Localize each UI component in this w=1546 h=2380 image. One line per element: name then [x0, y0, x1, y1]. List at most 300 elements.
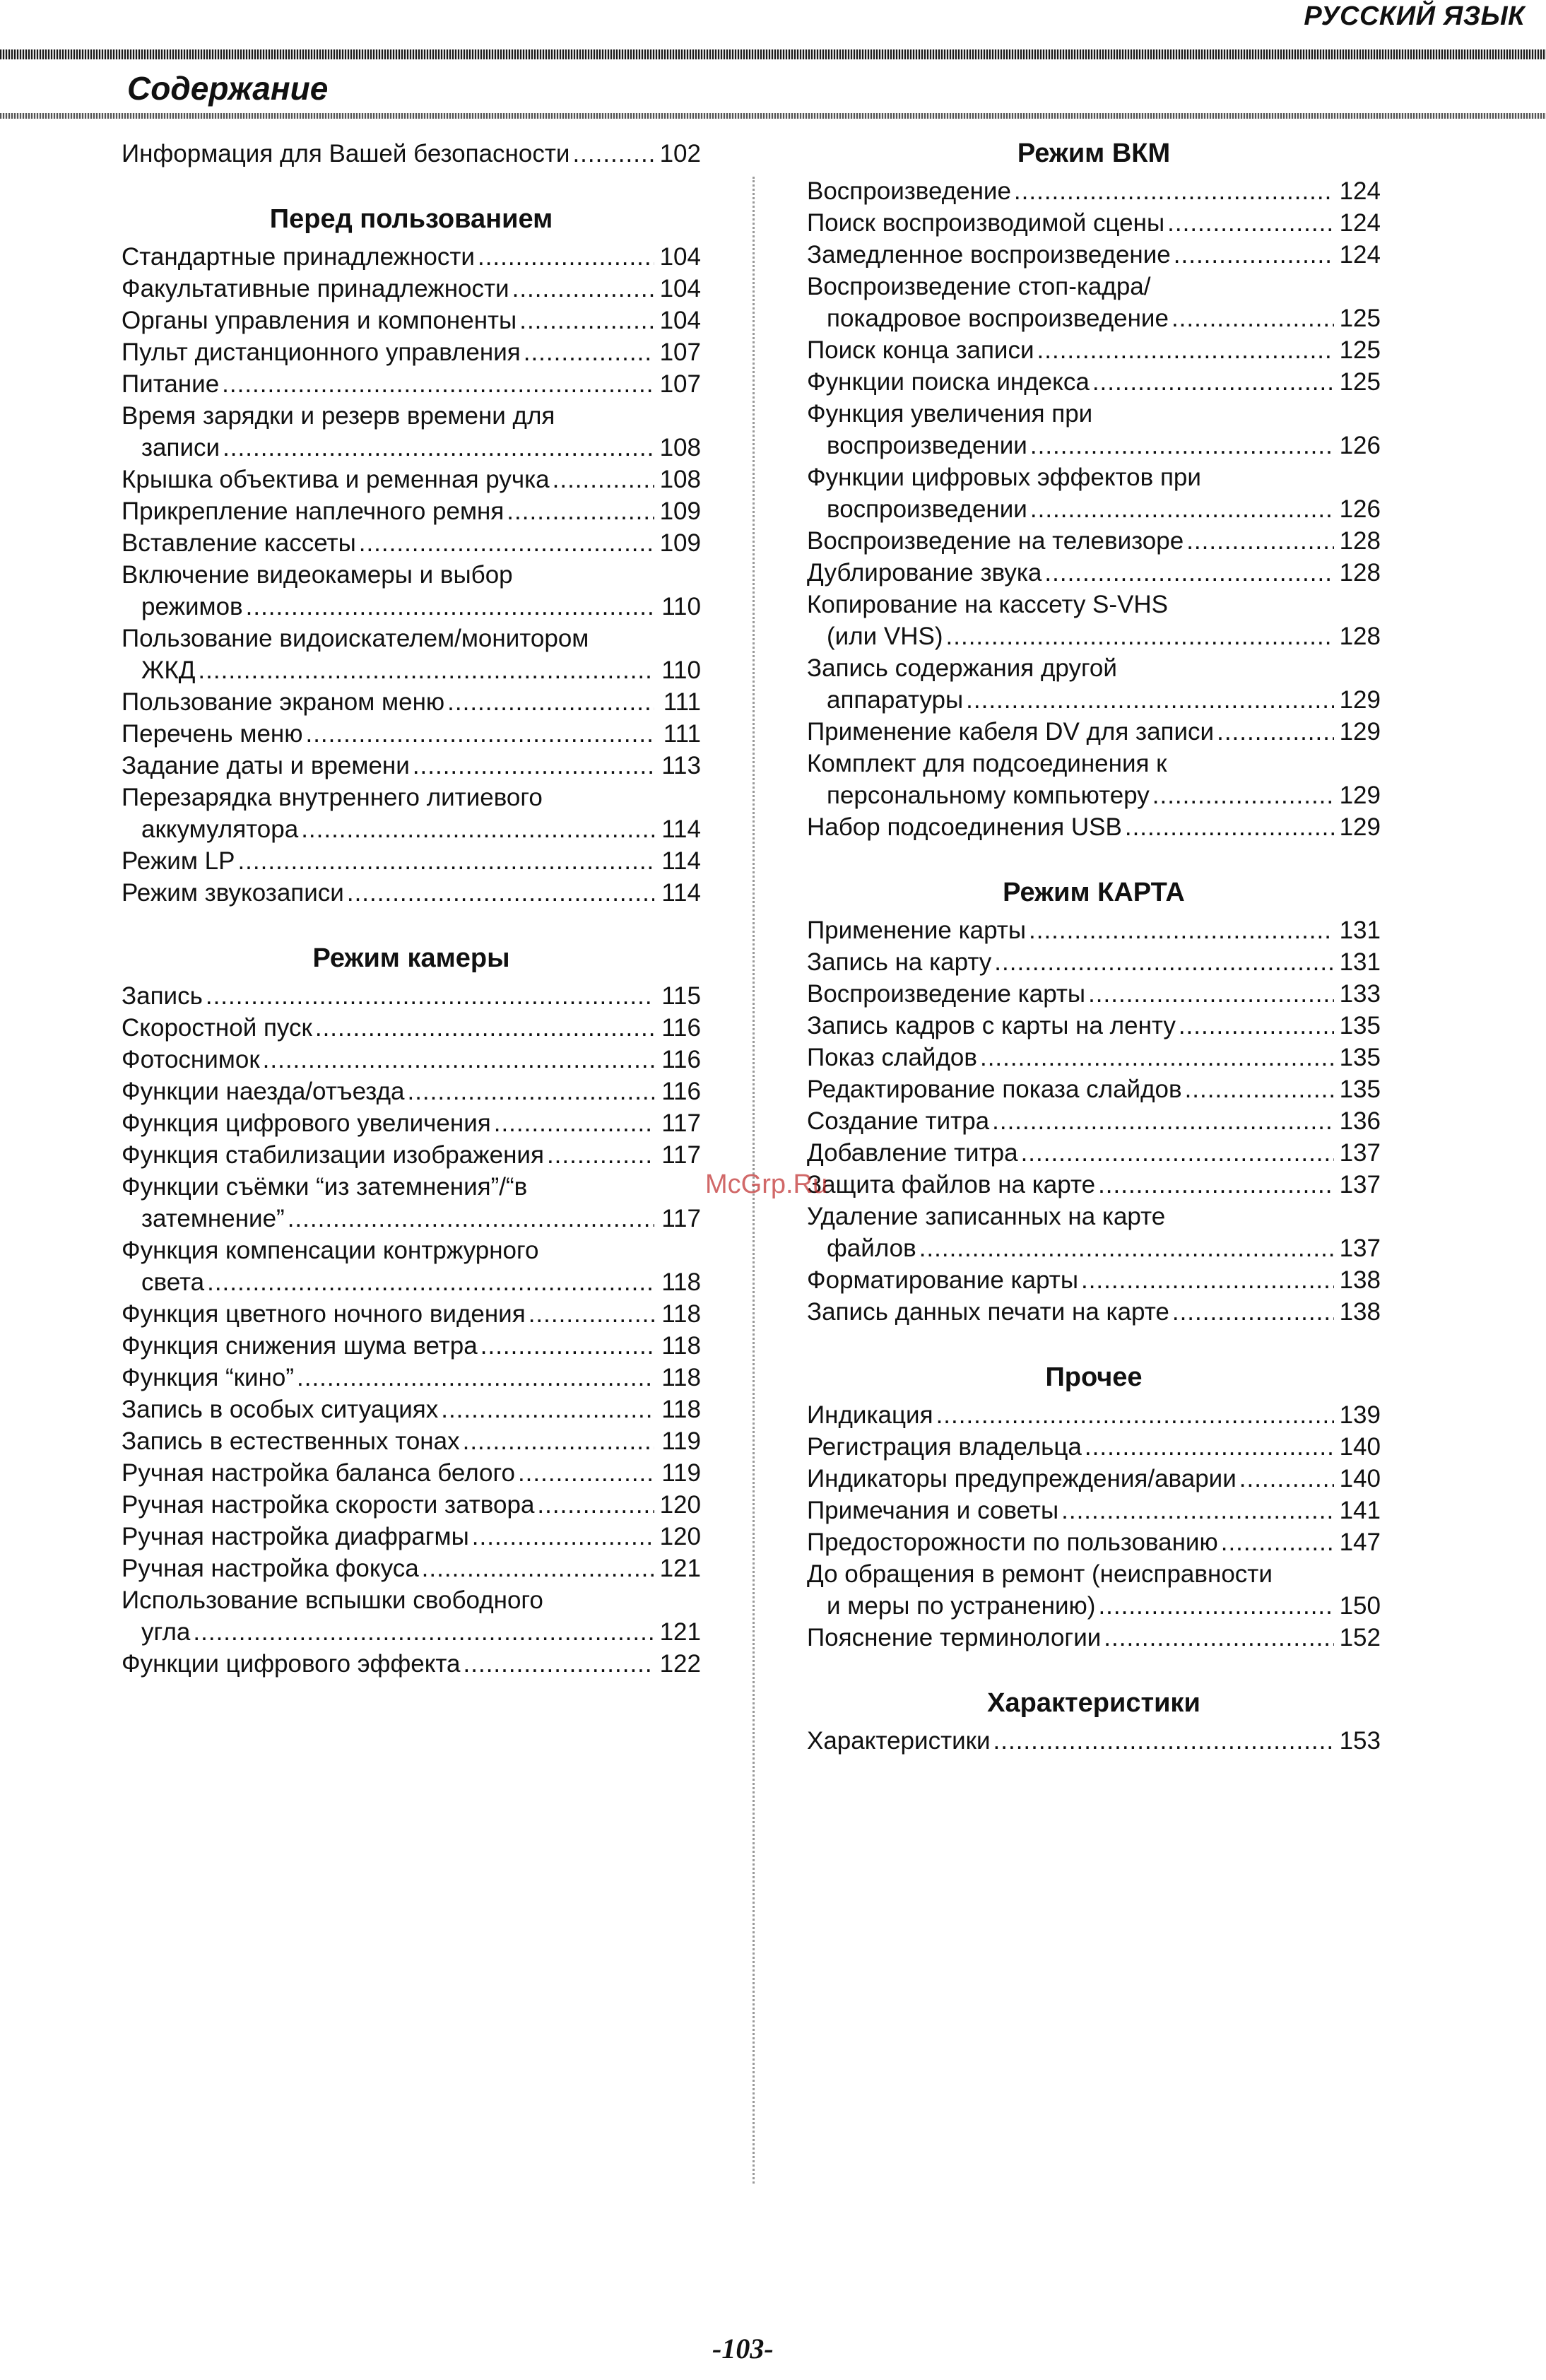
leader-dots: [1098, 1590, 1334, 1622]
toc-entry-line: [807, 1042, 1381, 1073]
toc-entry-title: Крышка объектива и ременная ручка: [122, 466, 550, 493]
toc-entry[interactable]: [122, 495, 701, 527]
toc-page-number: 126: [1339, 432, 1381, 459]
toc-page-number: 108: [659, 434, 701, 461]
toc-entry[interactable]: [122, 559, 701, 623]
leader-dots: [1081, 1264, 1334, 1296]
toc-page-number: 139: [1339, 1401, 1381, 1429]
toc-entry[interactable]: [807, 716, 1381, 748]
toc-entry-line: [807, 1431, 1381, 1463]
toc-page-number: 137: [1339, 1139, 1381, 1167]
toc-page-number: 114: [661, 815, 701, 843]
toc-entry[interactable]: [807, 1137, 1381, 1169]
toc-entry[interactable]: [122, 1394, 701, 1425]
toc-entry-line: [122, 432, 701, 464]
toc-page-number: 138: [1339, 1266, 1381, 1294]
toc-entry-line: [807, 239, 1381, 271]
toc-entry-line: [122, 1266, 701, 1298]
toc-entry-line: [807, 175, 1381, 207]
toc-entry-title: Запись: [122, 982, 203, 1010]
toc-entry[interactable]: [122, 623, 701, 686]
page-title: Содержание: [127, 70, 329, 107]
toc-entry-title: Вставление кассеты: [122, 529, 356, 557]
toc-entry-title: Запись в естественных тонах: [122, 1427, 460, 1455]
leader-dots: [407, 1076, 654, 1107]
leader-dots: [1044, 557, 1334, 589]
toc-entry[interactable]: [122, 1648, 701, 1680]
leader-dots: [347, 877, 654, 909]
toc-entry[interactable]: [122, 138, 701, 170]
toc-entry-title: Примечания и советы: [807, 1497, 1059, 1524]
toc-entry-title: Функции съёмки “из затемнения”/“в: [122, 1173, 528, 1201]
toc-entry-title: Показ слайдов: [807, 1044, 977, 1071]
toc-entry-title: воспроизведении: [827, 495, 1027, 523]
leader-dots: [518, 1457, 654, 1489]
toc-entry-line: [122, 1171, 701, 1203]
toc-page-number: 111: [663, 720, 701, 748]
leader-dots: [1092, 366, 1334, 398]
toc-entry[interactable]: [122, 1044, 701, 1076]
toc-entry[interactable]: [122, 980, 701, 1012]
toc-page-number: 140: [1339, 1433, 1381, 1461]
toc-page-number: 137: [1339, 1171, 1381, 1198]
leader-dots: [572, 138, 654, 170]
toc-entry[interactable]: [122, 1330, 701, 1362]
toc-page-number: 128: [1339, 527, 1381, 555]
toc-entry-line: [807, 1010, 1381, 1042]
leader-dots: [980, 1042, 1334, 1073]
leader-dots: [447, 686, 654, 718]
toc-page-number: 107: [659, 338, 701, 366]
toc-entry-title: режимов: [141, 593, 243, 620]
leader-dots: [992, 1105, 1334, 1137]
toc-page-number: 128: [1339, 623, 1381, 650]
toc-entry-title: записи: [141, 434, 220, 461]
toc-entry-title: Использование вспышки свободного: [122, 1586, 543, 1614]
toc-entry-title: Питание: [122, 370, 220, 398]
toc-entry[interactable]: [807, 1073, 1381, 1105]
toc-entry-line: [122, 464, 701, 495]
toc-entry-title: Добавление титра: [807, 1139, 1018, 1167]
toc-entry[interactable]: [807, 366, 1381, 398]
leader-dots: [305, 718, 654, 750]
toc-entry-title: Ручная настройка баланса белого: [122, 1459, 515, 1487]
toc-entry-title: До обращения в ремонт (неисправности: [807, 1560, 1273, 1588]
toc-entry[interactable]: [807, 1201, 1381, 1264]
toc-entry-title: файлов: [827, 1235, 916, 1262]
toc-entry-line: [807, 1105, 1381, 1137]
toc-entry-title: Функция увеличения при: [807, 400, 1093, 428]
toc-entry[interactable]: [807, 1105, 1381, 1137]
leader-dots: [1021, 1137, 1334, 1169]
toc-entry[interactable]: [807, 239, 1381, 271]
toc-entry[interactable]: [122, 845, 701, 877]
toc-entry-title: Запись содержания другой: [807, 654, 1117, 682]
toc-entry[interactable]: [122, 1553, 701, 1584]
toc-entry[interactable]: [807, 461, 1381, 525]
toc-entry-title: Режим звукозаписи: [122, 879, 344, 907]
toc-entry-line: [122, 1235, 701, 1266]
toc-page-number: 119: [661, 1459, 701, 1487]
toc-entry-line: [122, 241, 701, 273]
toc-entry[interactable]: [122, 1235, 701, 1298]
toc-page-number: 124: [1339, 241, 1381, 269]
toc-entry-title: Функция стабилизации изображения: [122, 1141, 544, 1169]
toc-page-number: 119: [661, 1427, 701, 1455]
toc-entry[interactable]: [807, 811, 1381, 843]
toc-entry[interactable]: [122, 400, 701, 464]
toc-entry-line: [122, 1107, 701, 1139]
toc-entry-line: [122, 368, 701, 400]
toc-entry[interactable]: [122, 1521, 701, 1553]
toc-entry[interactable]: [807, 1526, 1381, 1558]
toc-entry[interactable]: [807, 589, 1381, 652]
toc-entry[interactable]: [122, 782, 701, 845]
toc-entry[interactable]: [807, 271, 1381, 334]
toc-entry-title: Ручная настройка фокуса: [122, 1555, 419, 1582]
leader-dots: [1030, 430, 1334, 461]
toc-entry-title: Набор подсоединения USB: [807, 813, 1122, 841]
toc-page-number: 114: [661, 879, 701, 907]
leader-dots: [1167, 207, 1334, 239]
toc-entry-line: [807, 302, 1381, 334]
toc-entry[interactable]: [122, 336, 701, 368]
toc-entry-line: [807, 1558, 1381, 1590]
toc-entry-title: угла: [141, 1618, 191, 1646]
toc-entry[interactable]: [122, 686, 701, 718]
toc-page-number: 110: [661, 593, 701, 620]
title-underline-band: [0, 113, 1546, 119]
toc-entry-title: Регистрация владельца: [807, 1433, 1082, 1461]
leader-dots: [553, 464, 654, 495]
toc-entry[interactable]: [122, 718, 701, 750]
toc-entry-title: Функция компенсации контржурного: [122, 1237, 539, 1264]
toc-entry-line: [807, 461, 1381, 493]
section-heading: Прочее: [1045, 1362, 1143, 1392]
toc-page-number: 109: [659, 497, 701, 525]
toc-page-number: 153: [1339, 1727, 1381, 1755]
watermark: McGrp.Ru: [705, 1170, 828, 1199]
toc-page-number: 113: [661, 752, 701, 779]
toc-entry[interactable]: [807, 525, 1381, 557]
toc-entry[interactable]: [807, 334, 1381, 366]
leader-dots: [223, 432, 654, 464]
toc-entry-title: Индикаторы предупреждения/аварии: [807, 1465, 1237, 1492]
toc-entry-line: [122, 1298, 701, 1330]
toc-entry[interactable]: [122, 1107, 701, 1139]
toc-entry[interactable]: [122, 877, 701, 909]
leader-dots: [464, 1648, 654, 1680]
toc-entry-line: [122, 138, 701, 170]
toc-page-number: 118: [661, 1396, 701, 1423]
toc-entry[interactable]: [122, 1076, 701, 1107]
toc-entry-title: Ручная настройка диафрагмы: [122, 1523, 469, 1550]
toc-entry[interactable]: [122, 527, 701, 559]
leader-dots: [1174, 239, 1334, 271]
leader-dots: [1152, 779, 1334, 811]
toc-entry-line: [807, 366, 1381, 398]
toc-entry[interactable]: [807, 1463, 1381, 1495]
leader-dots: [1030, 493, 1334, 525]
toc-entry[interactable]: [807, 652, 1381, 716]
leader-dots: [1014, 175, 1334, 207]
toc-entry[interactable]: [807, 1042, 1381, 1073]
toc-entry-title: Функция “кино”: [122, 1364, 294, 1391]
toc-page-number: 104: [659, 275, 701, 302]
toc-entry-title: ЖКД: [141, 656, 196, 684]
toc-entry-line: [122, 1012, 701, 1044]
toc-entry-line: [807, 1169, 1381, 1201]
toc-left-column: [122, 138, 701, 1680]
toc-entry-title: Пульт дистанционного управления: [122, 338, 521, 366]
toc-page-number: 147: [1339, 1528, 1381, 1556]
toc-entry-title: Режим LP: [122, 847, 235, 875]
toc-entry-line: [122, 1362, 701, 1394]
section-heading: Режим КАРТА: [1003, 878, 1185, 907]
leader-dots: [478, 241, 654, 273]
toc-entry-line: [807, 334, 1381, 366]
leader-dots: [413, 750, 654, 782]
toc-entry[interactable]: [122, 1489, 701, 1521]
toc-page-number: 138: [1339, 1298, 1381, 1326]
toc-page-number: 125: [1339, 305, 1381, 332]
leader-dots: [422, 1553, 654, 1584]
toc-page-number: 111: [663, 688, 701, 716]
toc-entry-line: [122, 591, 701, 623]
toc-entry-title: Включение видеокамеры и выбор: [122, 561, 513, 589]
toc-entry-title: Ручная настройка скорости затвора: [122, 1491, 535, 1519]
toc-page-number: 137: [1339, 1235, 1381, 1262]
toc-entry-line: [807, 430, 1381, 461]
toc-entry[interactable]: [122, 241, 701, 273]
toc-entry[interactable]: [122, 1584, 701, 1648]
toc-page-number: 133: [1339, 980, 1381, 1008]
toc-entry-title: Воспроизведение: [807, 177, 1011, 205]
leader-dots: [301, 813, 654, 845]
toc-entry-line: [122, 750, 701, 782]
leader-dots: [1185, 1073, 1334, 1105]
toc-page-number: 141: [1339, 1497, 1381, 1524]
toc-entry-line: [122, 400, 701, 432]
toc-entry-title: Функция цветного ночного видения: [122, 1300, 526, 1328]
toc-entry-line: [807, 811, 1381, 843]
toc-page-number: 124: [1339, 177, 1381, 205]
toc-page-number: 120: [659, 1523, 701, 1550]
leader-dots: [993, 1725, 1334, 1757]
leader-dots: [547, 1139, 654, 1171]
toc-entry[interactable]: [807, 175, 1381, 207]
toc-page-number: 104: [659, 307, 701, 334]
toc-entry-line: [807, 1264, 1381, 1296]
toc-page-number: 118: [661, 1364, 701, 1391]
toc-entry-title: воспроизведении: [827, 432, 1027, 459]
toc-entry[interactable]: [807, 978, 1381, 1010]
toc-entry-title: Функции наезда/отъезда: [122, 1078, 405, 1105]
toc-page-number: 136: [1339, 1107, 1381, 1135]
toc-entry[interactable]: [122, 750, 701, 782]
leader-dots: [480, 1330, 654, 1362]
leader-dots: [519, 305, 654, 336]
toc-entry-title: Редактирование показа слайдов: [807, 1076, 1182, 1103]
leader-dots: [936, 1399, 1334, 1431]
toc-entry-title: Функция цифрового увеличения: [122, 1109, 491, 1137]
toc-entry-line: [807, 1463, 1381, 1495]
toc-entry-line: [122, 527, 701, 559]
toc-entry-title: Органы управления и компоненты: [122, 307, 517, 334]
leader-dots: [198, 654, 654, 686]
leader-dots: [206, 980, 654, 1012]
section-heading: Режим ВКМ: [1017, 139, 1171, 168]
toc-entry-line: [122, 305, 701, 336]
toc-entry[interactable]: [807, 1399, 1381, 1431]
leader-dots: [994, 946, 1334, 978]
toc-entry-line: [807, 271, 1381, 302]
toc-entry[interactable]: [807, 207, 1381, 239]
toc-entry[interactable]: [807, 1725, 1381, 1757]
toc-entry[interactable]: [807, 1169, 1381, 1201]
toc-entry-title: Функции цифровых эффектов при: [807, 464, 1201, 491]
toc-entry[interactable]: [122, 1171, 701, 1235]
toc-entry-line: [807, 525, 1381, 557]
toc-entry[interactable]: [807, 1495, 1381, 1526]
toc-page-number: 116: [661, 1046, 701, 1073]
toc-entry-title: Применение карты: [807, 917, 1026, 944]
leader-dots: [1098, 1169, 1334, 1201]
toc-entry-title: Индикация: [807, 1401, 933, 1429]
toc-entry-title: покадровое воспроизведение: [827, 305, 1169, 332]
toc-entry-title: и меры по устранению): [827, 1592, 1096, 1620]
toc-page-number: 128: [1339, 559, 1381, 587]
toc-entry[interactable]: [807, 748, 1381, 811]
leader-dots: [1179, 1010, 1334, 1042]
leader-dots: [946, 620, 1334, 652]
toc-entry[interactable]: [807, 557, 1381, 589]
leader-dots: [297, 1362, 654, 1394]
toc-entry-title: Запись кадров с карты на ленту: [807, 1012, 1176, 1039]
toc-entry[interactable]: [122, 1457, 701, 1489]
toc-entry-line: [807, 1232, 1381, 1264]
toc-entry-line: [807, 1296, 1381, 1328]
toc-entry-title: Копирование на кассету S-VHS: [807, 591, 1169, 618]
toc-entry-title: Защита файлов на карте: [807, 1171, 1096, 1198]
toc-entry[interactable]: [122, 1298, 701, 1330]
toc-page-number: 109: [659, 529, 701, 557]
toc-page-number: 104: [659, 243, 701, 271]
leader-dots: [288, 1203, 654, 1235]
toc-entry-line: [807, 748, 1381, 779]
section-heading: Характеристики: [987, 1688, 1200, 1718]
toc-entry[interactable]: [807, 398, 1381, 461]
toc-entry-title: Пользование видоискателем/монитором: [122, 625, 589, 652]
leader-dots: [263, 1044, 654, 1076]
toc-page-number: 140: [1339, 1465, 1381, 1492]
toc-page-number: 117: [661, 1109, 701, 1137]
toc-entry[interactable]: [122, 1139, 701, 1171]
leader-dots: [463, 1425, 654, 1457]
toc-entry-line: [807, 1622, 1381, 1654]
toc-entry-title: Перезарядка внутреннего литиевого: [122, 784, 543, 811]
toc-entry-title: Удаление записанных на карте: [807, 1203, 1166, 1230]
toc-entry[interactable]: [807, 1558, 1381, 1622]
toc-entry[interactable]: [807, 1431, 1381, 1463]
toc-entry[interactable]: [807, 1622, 1381, 1654]
leader-dots: [537, 1489, 654, 1521]
toc-entry[interactable]: [807, 1296, 1381, 1328]
toc-page-number: 118: [661, 1332, 701, 1360]
toc-entry-line: [122, 1139, 701, 1171]
toc-right-column: [807, 138, 1381, 1757]
header-band: [0, 49, 1546, 59]
toc-entry-line: [122, 1648, 701, 1680]
toc-entry-line: [807, 978, 1381, 1010]
toc-entry-line: [122, 980, 701, 1012]
toc-entry-title: аппаратуры: [827, 686, 964, 714]
leader-dots: [966, 684, 1334, 716]
toc-page-number: 135: [1339, 1044, 1381, 1071]
toc-entry[interactable]: [122, 464, 701, 495]
toc-entry-line: [122, 1457, 701, 1489]
leader-dots: [512, 273, 654, 305]
toc-entry-line: [807, 779, 1381, 811]
toc-entry-title: Запись в особых ситуациях: [122, 1396, 439, 1423]
toc-entry-title: Форматирование карты: [807, 1266, 1078, 1294]
toc-page-number: 124: [1339, 209, 1381, 237]
leader-dots: [1186, 525, 1334, 557]
toc-entry[interactable]: [122, 305, 701, 336]
toc-entry-line: [122, 686, 701, 718]
toc-entry-line: [807, 1725, 1381, 1757]
toc-entry-line: [122, 718, 701, 750]
toc-entry[interactable]: [807, 1010, 1381, 1042]
leader-dots: [1172, 1296, 1334, 1328]
toc-entry-title: Воспроизведение стоп-кадра/: [807, 273, 1151, 300]
toc-entry-title: Факультативные принадлежности: [122, 275, 509, 302]
toc-entry[interactable]: [807, 914, 1381, 946]
leader-dots: [494, 1107, 654, 1139]
toc-entry-line: [807, 1399, 1381, 1431]
toc-entry-title: Задание даты и времени: [122, 752, 410, 779]
toc-entry-title: Замедленное воспроизведение: [807, 241, 1171, 269]
toc-entry-title: (или VHS): [827, 623, 943, 650]
toc-page-number: 135: [1339, 1012, 1381, 1039]
toc-entry[interactable]: [122, 1362, 701, 1394]
toc-entry-line: [807, 914, 1381, 946]
toc-entry-line: [122, 336, 701, 368]
toc-entry[interactable]: [807, 946, 1381, 978]
toc-entry[interactable]: [122, 1425, 701, 1457]
leader-dots: [1239, 1463, 1334, 1495]
toc-entry-title: Пояснение терминологии: [807, 1624, 1102, 1651]
toc-entry-title: Воспроизведение карты: [807, 980, 1086, 1008]
leader-dots: [1217, 716, 1334, 748]
toc-entry-line: [807, 1201, 1381, 1232]
toc-page-number: 107: [659, 370, 701, 398]
toc-entry-line: [807, 1137, 1381, 1169]
leader-dots: [507, 495, 654, 527]
toc-entry-line: [122, 1425, 701, 1457]
toc-entry[interactable]: [122, 1012, 701, 1044]
toc-entry[interactable]: [122, 368, 701, 400]
toc-entry[interactable]: [807, 1264, 1381, 1296]
toc-entry-line: [807, 1526, 1381, 1558]
leader-dots: [1221, 1526, 1334, 1558]
toc-page-number: 114: [661, 847, 701, 875]
toc-entry-line: [807, 557, 1381, 589]
toc-entry[interactable]: [122, 273, 701, 305]
toc-entry-title: Комплект для подсоединения к: [807, 750, 1167, 777]
toc-entry-title: Стандартные принадлежности: [122, 243, 475, 271]
toc-page-number: 125: [1339, 368, 1381, 396]
